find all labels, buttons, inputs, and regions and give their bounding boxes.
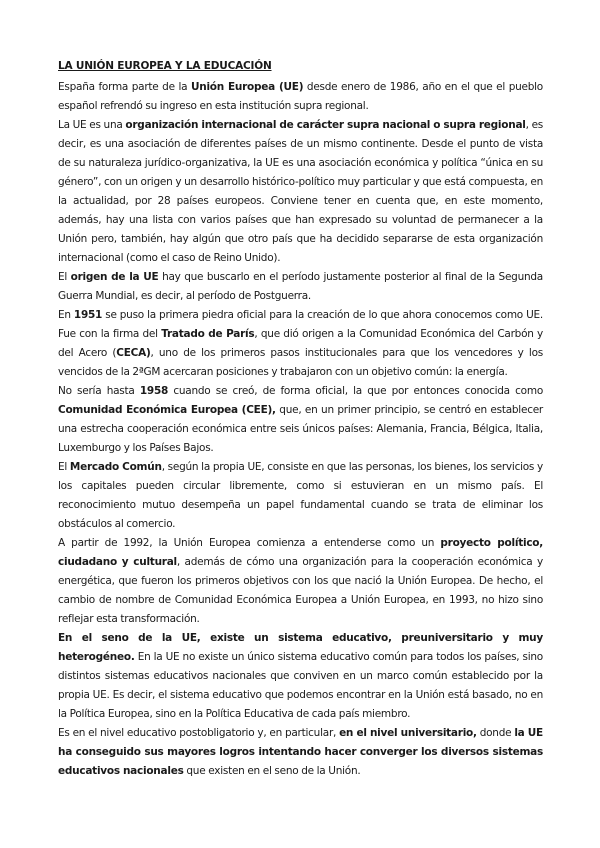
paragraph-1958: No sería hasta 1958 cuando se creó, de forma oficial, la que por entonces conocida como Comunidad Económica Europea (CEE), que, en un primer principio, se centró en establecer una estrecha cooperación económica entre seis únicos países: Alemania, Francia, Bélgica, Italia, Luxemburgo y los Países Bajos. [58,385,543,454]
bold-term: Comunidad Económica Europea (CEE), [58,404,276,416]
paragraph-1992: A partir de 1992, la Unión Europea comienza a entenderse como un proyecto político, ciudadano y cultural, además de cómo una organización para la cooperación económica y energética, que fueron los primeros objetivos con los que nació la Unión Europea. De hecho, el cambio de nombre de Comunidad Económica Europea a Unión Europea, en 1993, no hizo sino reflejar esta transformación. [58,537,543,625]
bold-term: En el seno de la UE, existe un sistema educativo, preuniversitario y muy heterogéneo. [58,632,543,663]
bold-term: origen de la UE [70,271,159,283]
bold-term: Tratado de París [161,328,255,340]
paragraph-university-level: Es en el nivel educativo postobligatorio y, en particular, en el nivel universitario, donde la UE ha conseguido sus mayores logros intentando hacer converger los diversos sistemas educativos nacionales que existen en el seno de la Unión. [58,727,543,777]
bold-term: Unión Europea (UE) [190,81,304,93]
paragraph-eu-definition: La UE es una organización internacional de carácter supra nacional o supra regional, es decir, es una asociación de diferentes países de un mismo continente. Desde el punto de vista de su naturaleza jurídico-organizativa, la UE es una asociación económica y política “única en su género”, con un origen y un desarrollo histórico-político muy particular y que está compuesta, en la actualidad, por 28 países europeos. Conviene tener en cuenta que, en este momento, además, hay una lista con varios países que han expresado su voluntad de permanecer a la Unión pero, también, hay algún que otro país que ha decidido separarse de esta organización internacional (como el caso de Reino Unido). [58,119,544,264]
bold-term: en el nivel universitario, [339,727,477,739]
bold-term: CECA) [116,347,151,359]
bold-term: 1958 [139,385,169,397]
bold-term: 1951 [73,309,103,321]
paragraph-common-market: El Mercado Común, según la propia UE, consiste en que las personas, los bienes, los servicios y los capitales pueden circular libremente, como si estuvieran en un mismo país. El reconocimiento mutuo desempeña un papel fundamental cuando se trata de eliminar los obstáculos al comercio. [58,461,543,530]
bold-term: Mercado Común [69,461,162,473]
paragraph-1951: En 1951 se puso la primera piedra oficial para la creación de lo que ahora conocemos como UE. Fue con la firma del Tratado de París, que dió origen a la Comunidad Económica del Carbón y del Acero (CECA), uno de los primeros pasos institucionales para que los vencedores y los vencidos de la 2ªGM acercaran posiciones y trabajaron con un objetivo común: la energía. [58,309,543,378]
paragraph-eu-membership: España forma parte de la Unión Europea (UE) desde enero de 1986, año en el que el pueblo español refrendó su ingreso en esta institución supra regional. [58,81,543,112]
paragraph-eu-origin: El origen de la UE hay que buscarlo en el período justamente posterior al final de la Segunda Guerra Mundial, es decir, al período de Postguerra. [58,271,543,302]
paragraph-education-system: En el seno de la UE, existe un sistema educativo, preuniversitario y muy heterogéneo. En la UE no existe un único sistema educativo común para todos los países, sino distintos sistemas educativos nacionales que conviven en un marco común establecido por la propia UE. Es decir, el sistema educativo que podemos encontrar en la Unión está basado, no en la Política Europea, sino en la Política Educativa de cada país miembro. [58,632,543,720]
bold-term: organización internacional de carácter supra nacional o supra regional [125,119,526,131]
bold-term: la UE ha conseguido sus mayores logros intentando hacer converger los diversos sistemas educativos nacionales [58,727,543,777]
bold-term: proyecto político, ciudadano y cultural [58,537,543,568]
document-title: LA UNIÓN EUROPEA Y LA EDUCACIÓN [58,60,272,72]
